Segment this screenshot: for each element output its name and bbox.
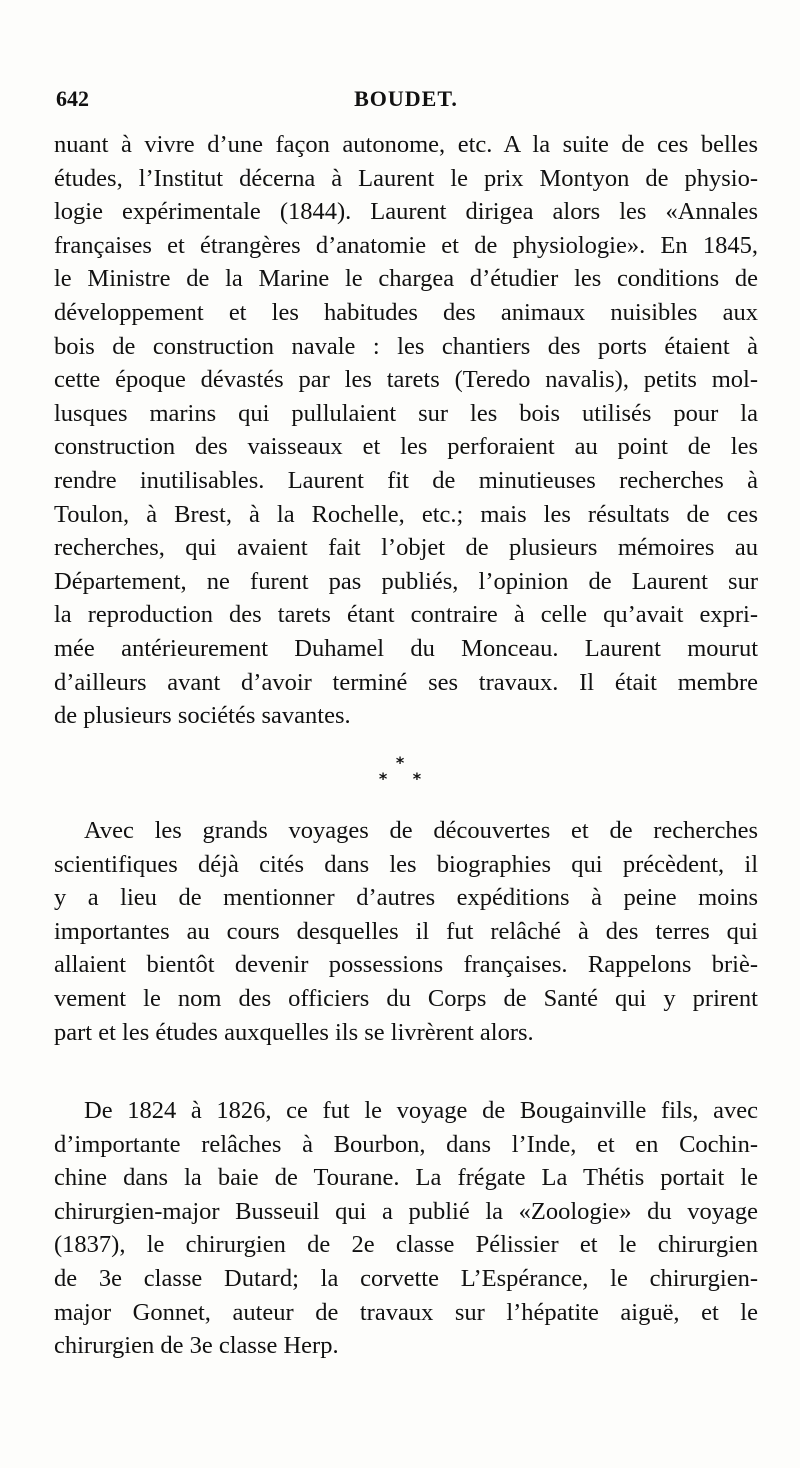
text-line: études, l’Institut décerna à Laurent le prix Montyon de physio- <box>54 164 758 192</box>
running-head: BOUDET. <box>354 86 458 111</box>
asterism-top: * <box>395 753 405 772</box>
text-line: chirurgien de 3e classe Herp. <box>54 1332 339 1360</box>
paragraph-bougainville <box>54 1094 758 1363</box>
text-line: chine dans la baie de Tourane. La frégate La Thétis portait le <box>54 1164 758 1192</box>
text-line: part et les études auxquelles ils se livrèrent alors. <box>54 1018 534 1046</box>
text-line: nuant à vivre d’une façon autonome, etc. A la suite de ces belles <box>54 131 758 158</box>
paragraph-voyages <box>54 814 758 1049</box>
text-line: le Ministre de la Marine le chargea d’étudier les conditions de <box>54 265 758 293</box>
text-line: (1837), le chirurgien de 2e classe Pélissier et le chirurgien <box>54 1231 758 1259</box>
section-separator-asterism <box>0 755 800 787</box>
page-header <box>56 86 756 118</box>
text-line: cette époque dévastés par les tarets (Teredo navalis), petits mol- <box>54 366 758 394</box>
text-line: major Gonnet, auteur de travaux sur l’hépatite aiguë, et le <box>54 1298 758 1326</box>
text-line: scientifiques déjà cités dans les biographies qui précèdent, il <box>54 850 758 878</box>
text-line: mée antérieurement Duhamel du Monceau. Laurent mourut <box>54 634 758 662</box>
text-line: vement le nom des officiers du Corps de Santé qui y prirent <box>54 984 758 1012</box>
text-line: d’importante relâches à Bourbon, dans l’Inde, et en Cochin- <box>54 1130 758 1158</box>
text-line: bois de construction navale : les chantiers des ports étaient à <box>54 332 758 360</box>
text-line: construction des vaisseaux et les perforaient au point de les <box>54 433 758 461</box>
text-line: Avec les grands voyages de découvertes et de recherches <box>84 817 758 844</box>
asterism-bottom: * * <box>378 769 432 788</box>
paragraph-laurent <box>54 128 758 733</box>
text-line: importantes au cours desquelles il fut relâché à des terres qui <box>54 917 758 945</box>
text-line: développement et les habitudes des animaux nuisibles aux <box>54 298 758 326</box>
text-line: Département, ne furent pas publiés, l’opinion de Laurent sur <box>54 567 758 595</box>
text-line: Toulon, à Brest, à la Rochelle, etc.; mais les résultats de ces <box>54 500 758 528</box>
text-line: y a lieu de mentionner d’autres expéditions à peine moins <box>54 884 758 912</box>
text-line: De 1824 à 1826, ce fut le voyage de Bougainville fils, avec <box>84 1097 758 1124</box>
text-line: de 3e classe Dutard; la corvette L’Espérance, le chirurgien- <box>54 1264 758 1292</box>
page-number: 642 <box>56 86 89 111</box>
text-line: allaient bientôt devenir possessions françaises. Rappelons briè- <box>54 951 758 979</box>
text-line: d’ailleurs avant d’avoir terminé ses travaux. Il était membre <box>54 668 758 696</box>
text-line: la reproduction des tarets étant contraire à celle qu’avait expri- <box>54 601 758 629</box>
text-line: chirurgien-major Busseuil qui a publié la «Zoologie» du voyage <box>54 1197 758 1225</box>
text-line: françaises et étrangères d’anatomie et de physiologie». En 1845, <box>54 231 758 259</box>
text-line: rendre inutilisables. Laurent fit de minutieuses recherches à <box>54 466 758 494</box>
text-line: recherches, qui avaient fait l’objet de plusieurs mémoires au <box>54 534 758 562</box>
text-line: lusques marins qui pullulaient sur les bois utilisés pour la <box>54 399 758 427</box>
text-line: logie expérimentale (1844). Laurent dirigea alors les «Annales <box>54 198 758 226</box>
text-line: de plusieurs sociétés savantes. <box>54 702 351 730</box>
